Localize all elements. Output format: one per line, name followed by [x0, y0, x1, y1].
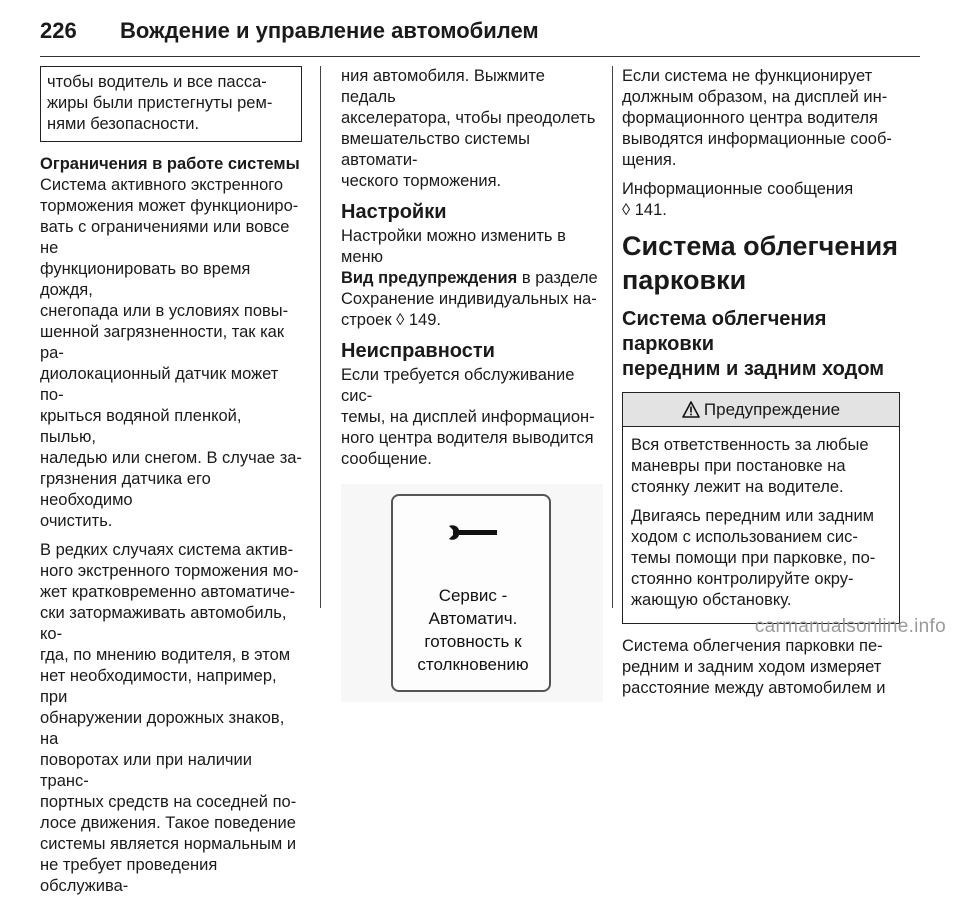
text-line: жет кратковременно автоматиче- [40, 583, 296, 601]
text-line: выводятся информационные сооб- [622, 130, 892, 148]
text-line: гда, по мнению водителя, в этом [40, 646, 291, 664]
text-line: функционировать во время дождя, [40, 260, 251, 299]
parking-assist-paragraph [622, 636, 900, 699]
settings-heading: Настройки [341, 201, 447, 223]
text-line: ния автомобиля. Выжмите педаль [341, 67, 545, 106]
header-divider [40, 56, 920, 57]
text-line: ходом с использованием сис- [631, 528, 858, 546]
page-header [40, 14, 920, 54]
warning-paragraph [631, 435, 891, 498]
text-line: Вся ответственность за любые [631, 436, 869, 454]
text-line: Система активного экстренного [40, 176, 284, 194]
page-number: 226 [40, 18, 77, 43]
text-line: снегопада или в условиях повы- [40, 302, 289, 320]
text-line: лосе движения. Такое поведение [40, 814, 296, 832]
menu-name: Вид предупреждения [341, 269, 518, 287]
text-line: темы, на дисплей информацион- [341, 408, 595, 426]
faults-heading: Неисправности [341, 340, 495, 362]
text-line: жиры были пристегнуты рем- [47, 94, 273, 112]
text-line: В редких случаях система актив- [40, 541, 294, 559]
column-divider-right [612, 66, 613, 608]
warning-box [622, 392, 900, 624]
text-line: ски затормаживать автомобиль, ко- [40, 604, 287, 643]
page-reference: строек ◊ 149. [341, 311, 441, 329]
watermark: carmanualsonline.info [754, 616, 946, 637]
chapter-title: Вождение и управление автомобилем [120, 18, 539, 43]
text-line: крыться водяной пленкой, пылью, [40, 407, 242, 446]
wrench-icon [447, 522, 499, 544]
text-line: маневры при постановке на [631, 457, 846, 475]
display-line: Сервис - [438, 586, 508, 605]
column-1 [40, 66, 302, 905]
text-line: стоянно контролируйте окру- [631, 570, 854, 588]
display-line: столкновению [417, 655, 529, 674]
warning-body [623, 427, 899, 623]
text-line: Двигаясь передним или задним [631, 507, 875, 525]
heading-line: Система облегчения [622, 231, 899, 261]
text-line: Настройки можно изменить в меню [341, 227, 566, 266]
text-line: формационного центра водителя [622, 109, 878, 127]
text-line: нями безопасности. [47, 115, 200, 133]
text-line: не требует проведения обслужива- [40, 856, 218, 895]
heading-line: Система облегчения парковки [622, 308, 827, 355]
text-line: вмешательство системы автомати- [341, 130, 530, 169]
warning-triangle-icon [682, 401, 700, 418]
page-reference: ◊ 141. [622, 201, 667, 219]
limitations-paragraph [40, 175, 302, 532]
text-line: грязнения датчика его необходимо [40, 470, 211, 509]
text-line: Если требуется обслуживание сис- [341, 366, 575, 405]
display-line: готовность к [424, 632, 522, 651]
malfunction-paragraph [622, 66, 900, 171]
text-line: акселератора, чтобы преодолеть [341, 109, 596, 127]
text-line [341, 268, 603, 289]
text-line: диолокационный датчик может по- [40, 365, 279, 404]
text-line: системы является нормальным и [40, 835, 297, 853]
text-line: Система облегчения парковки пе- [622, 637, 883, 655]
text-line: ного центра водителя выводится [341, 429, 594, 447]
warning-title: Предупреждение [703, 400, 841, 419]
faults-paragraph [341, 365, 603, 470]
text-line: щения. [622, 151, 677, 169]
section-heading [622, 229, 900, 297]
text-line: стоянку лежит на водителе. [631, 478, 844, 496]
column-2 [341, 66, 603, 702]
text-line: поворотах или при наличии транс- [40, 751, 252, 790]
text-line: очистить. [40, 512, 113, 530]
note-box [40, 66, 302, 142]
text-line: шенной загрязненности, так как ра- [40, 323, 285, 362]
display-message-figure [341, 484, 603, 702]
text-line: ного экстренного торможения мо- [40, 562, 299, 580]
settings-paragraph [341, 226, 603, 331]
text-fragment: в разделе [517, 269, 598, 287]
text-line: Если система не функционирует [622, 67, 873, 85]
column-3 [622, 66, 900, 707]
text-line: торможения может функциониро- [40, 197, 299, 215]
text-line: темы помощи при парковке, по- [631, 549, 876, 567]
subsection-heading [622, 307, 900, 382]
text-line: портных средств на соседней по- [40, 793, 297, 811]
limitations-heading: Ограничения в работе системы [40, 155, 300, 173]
warning-paragraph [631, 506, 891, 611]
display-message-text [393, 584, 553, 676]
text-line: редним и задним ходом измеряет [622, 658, 882, 676]
heading-line: парковки [622, 265, 747, 295]
info-messages-reference [622, 179, 900, 221]
text-line: наледью или снегом. В случае за- [40, 449, 302, 467]
text-line: Информационные сообщения [622, 180, 854, 198]
text-line: сообщение. [341, 450, 432, 468]
rare-cases-paragraph [40, 540, 302, 897]
text-line: Сохранение индивидуальных на- [341, 290, 597, 308]
text-line: нет необходимости, например, при [40, 667, 277, 706]
text-line: вать с ограничениями или вовсе не [40, 218, 290, 257]
text-line: должным образом, на дисплей ин- [622, 88, 888, 106]
display-line: Автоматич. [428, 609, 518, 628]
column-divider-left [320, 66, 321, 608]
text-line: чтобы водитель и все пасса- [47, 73, 267, 91]
text-line: расстояние между автомобилем и [622, 679, 886, 697]
text-line: ческого торможения. [341, 172, 502, 190]
heading-line: передним и задним ходом [622, 358, 885, 380]
warning-header [623, 393, 899, 427]
text-line: жающую обстановку. [631, 591, 792, 609]
driver-info-display [391, 494, 551, 692]
text-line: обнаружении дорожных знаков, на [40, 709, 285, 748]
override-paragraph [341, 66, 603, 192]
